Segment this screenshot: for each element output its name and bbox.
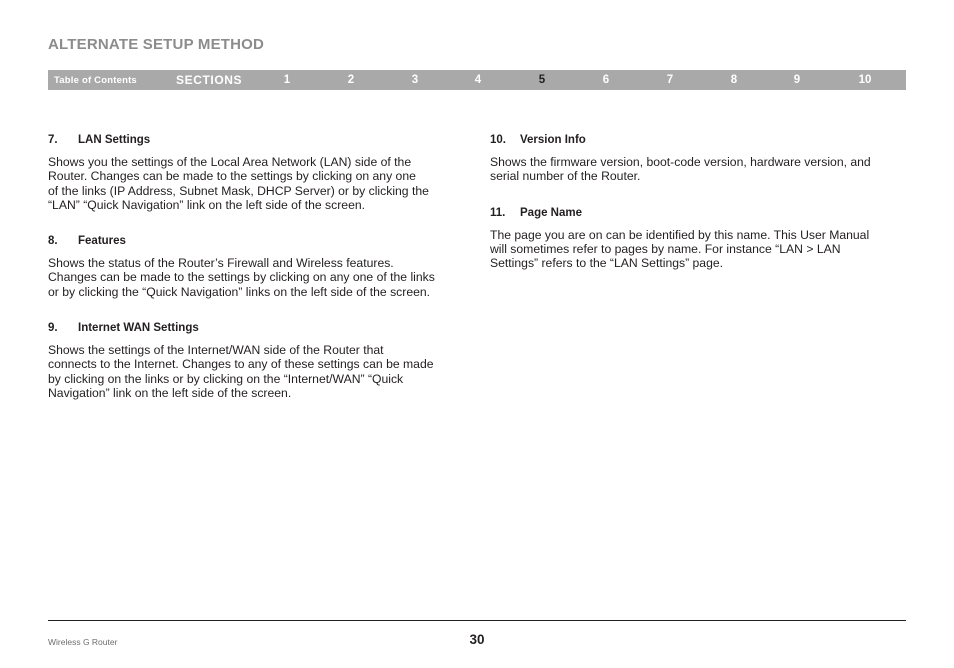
- footer-divider: [48, 620, 906, 621]
- item-heading-text: Version Info: [520, 134, 586, 146]
- item-heading: [490, 206, 910, 221]
- item-description: Shows the status of the Router’s Firewall and Wireless features. Changes can be made to the settings by clicking on any one of the links or by clicking the “Quick Navigation” links on the left side of the screen.: [48, 256, 435, 299]
- item-lan-settings: [48, 133, 468, 212]
- item-version-info: [490, 133, 910, 184]
- item-description: Shows the firmware version, boot-code version, hardware version, and serial number of the Router.: [490, 155, 871, 184]
- item-number: 9.: [48, 322, 58, 335]
- item-heading: [48, 321, 468, 336]
- page-number: 30: [469, 632, 485, 647]
- nav-section-8[interactable]: 8: [730, 74, 738, 86]
- nav-section-6[interactable]: 6: [602, 74, 610, 86]
- footer-product-name: Wireless G Router: [48, 637, 118, 647]
- item-heading: [490, 133, 910, 148]
- item-number: 10.: [490, 134, 506, 146]
- nav-section-3[interactable]: 3: [411, 74, 419, 86]
- nav-section-1[interactable]: 1: [283, 74, 291, 86]
- item-number: 8.: [48, 235, 58, 248]
- nav-section-2[interactable]: 2: [347, 74, 355, 86]
- item-page-name: [490, 206, 910, 271]
- right-column: [490, 133, 910, 270]
- table-of-contents-link[interactable]: Table of Contents: [54, 75, 137, 86]
- section-title: ALTERNATE SETUP METHOD: [48, 36, 265, 53]
- item-features: [48, 234, 468, 299]
- left-column: [48, 133, 468, 400]
- item-description: Shows you the settings of the Local Area Network (LAN) side of the Router. Changes can be made to the settings by clicking on any one of the links (IP Address, Subnet Mask, DHCP Server) or by clicking the “LAN” “Quick Navigation” link on the left side of the screen.: [48, 155, 429, 212]
- item-internet-wan-settings: [48, 321, 468, 400]
- nav-section-5-current[interactable]: 5: [538, 74, 546, 86]
- item-number: 11.: [490, 206, 506, 219]
- nav-section-7[interactable]: 7: [666, 74, 674, 86]
- item-heading: [48, 133, 468, 148]
- item-description: Shows the settings of the Internet/WAN side of the Router that connects to the Internet. Changes to any of these settings can be made by clicking on the links or by clicking on the “Internet/WAN” “Quick Navigation” link on the left side of the screen.: [48, 343, 434, 400]
- item-description: The page you are on can be identified by this name. This User Manual will sometimes refer to pages by name. For instance “LAN > LAN Settings” refers to the “LAN Settings” page.: [490, 227, 870, 271]
- nav-section-9[interactable]: 9: [793, 74, 801, 86]
- item-heading: [48, 234, 468, 249]
- nav-section-10[interactable]: 10: [858, 74, 872, 86]
- sections-label: SECTIONS: [176, 73, 243, 87]
- item-heading-text: Internet WAN Settings: [78, 322, 199, 335]
- nav-section-4[interactable]: 4: [474, 74, 482, 86]
- section-navigation-bar: [48, 70, 906, 90]
- item-number: 7.: [48, 134, 58, 146]
- item-heading-text: LAN Settings: [78, 134, 151, 146]
- item-heading-text: Page Name: [520, 206, 583, 219]
- item-heading-text: Features: [78, 235, 126, 248]
